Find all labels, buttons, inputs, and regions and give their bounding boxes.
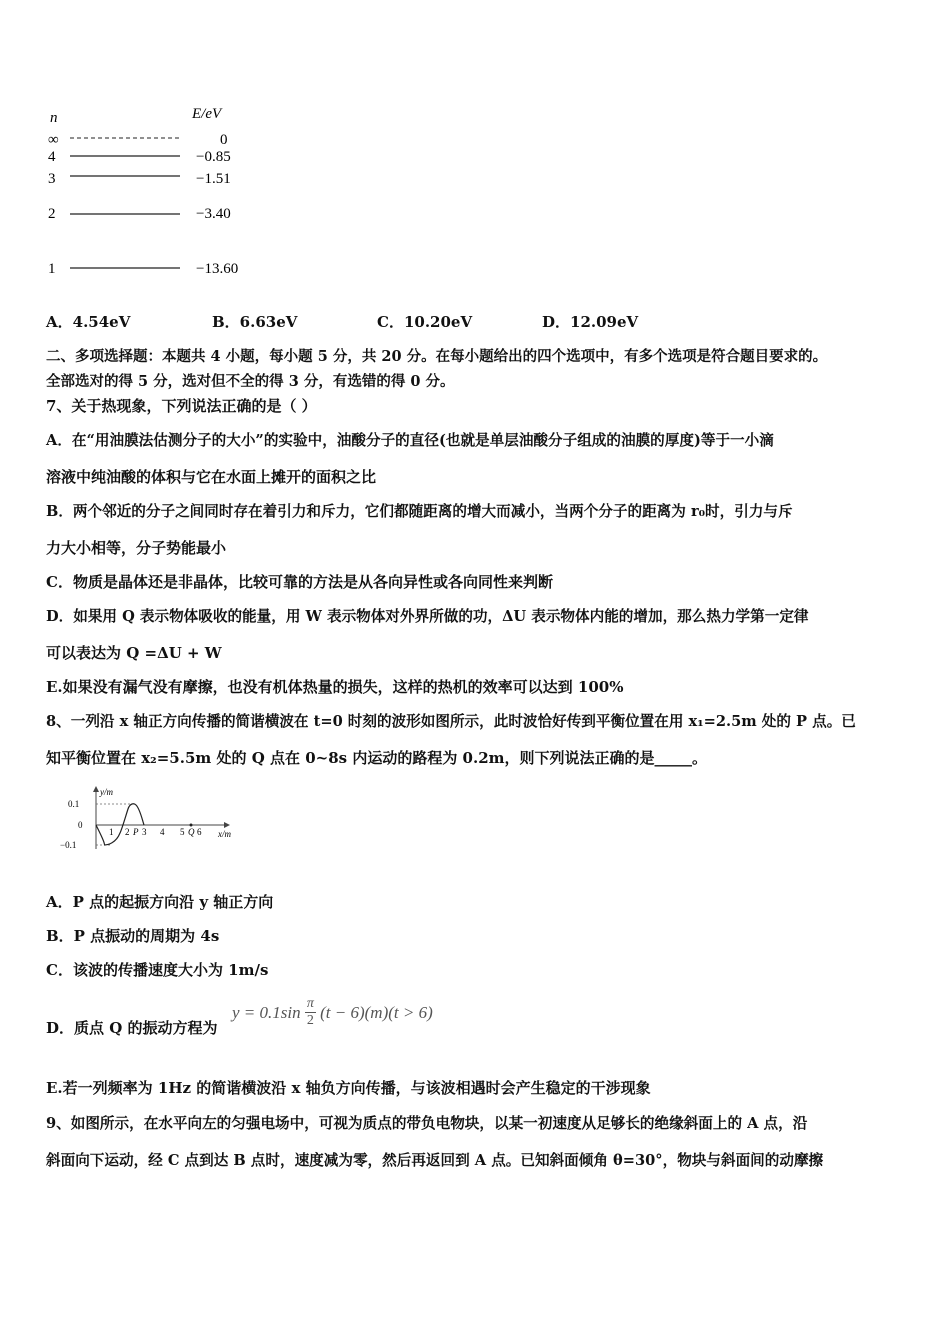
q7-option-a-line1[interactable]: A．在“用油膜法估测分子的大小”的实验中，油酸分子的直径(也就是单层油酸分子组成的油膜的厚度)等于一小滴: [46, 432, 774, 449]
q7-option-a-line2[interactable]: 溶液中纯油酸的体积与它在水面上摊开的面积之比: [46, 468, 377, 486]
energy-level-diagram: [40, 100, 270, 285]
wave-point-q: Q: [188, 827, 195, 837]
wave-y-tick-top: 0.1: [68, 799, 80, 809]
q6-option-b[interactable]: B．6.63eV: [212, 313, 298, 331]
level-n-4: 4: [48, 149, 56, 165]
energy-level-svg: [40, 100, 270, 285]
level-e-inf: 0: [220, 132, 228, 148]
wave-y-tick-bottom: −0.1: [60, 840, 77, 850]
wave-x-arrow: [224, 822, 230, 828]
q7-option-b-line1[interactable]: B．两个邻近的分子之间同时存在着引力和斥力，它们都随距离的增大而减小，当两个分子的距离为 r₀时，引力与斥: [46, 503, 793, 520]
wave-graph: [56, 785, 246, 853]
level-n-2: 2: [48, 206, 56, 222]
section2-line1: 二、多项选择题：本题共 4 小题，每小题 5 分，共 20 分。在每小题给出的四个选项中，有多个选项是符合题目要求的。: [46, 348, 828, 365]
q7-option-b-line2[interactable]: 力大小相等，分子势能最小: [46, 539, 227, 557]
section2-line2: 全部选对的得 5 分，选对但不全的得 3 分，有选错的得 0 分。: [46, 373, 455, 390]
q8-stem-line2: 知平衡位置在 x₂=5.5m 处的 Q 点在 0~8s 内运动的路程为 0.2m，则下列说法正确的是_____。: [46, 749, 708, 767]
wave-point-p: P: [133, 827, 139, 837]
q9-stem-line1: 9、如图所示，在水平向左的匀强电场中，可视为质点的带负电物块，以某一初速度从足够长的绝缘斜面上的 A 点，沿: [46, 1115, 808, 1132]
q6-option-c[interactable]: C．10.20eV: [377, 313, 473, 331]
wave-x-tick-6: 6: [197, 827, 202, 837]
q7-option-e[interactable]: E.如果没有漏气没有摩擦，也没有机体热量的损失，这样的热机的效率可以达到 100%: [46, 678, 624, 696]
wave-q-dot: [190, 824, 193, 827]
wave-curve: [96, 804, 144, 845]
q8-option-e[interactable]: E.若一列频率为 1Hz 的简谐横波沿 x 轴负方向传播，与该波相遇时会产生稳定的干涉现象: [46, 1079, 651, 1097]
q7-stem: 7、关于热现象，下列说法正确的是（ ）: [46, 397, 317, 415]
wave-graph-svg: [56, 785, 246, 853]
level-n-inf: ∞: [48, 132, 59, 148]
wave-x-tick-3: 3: [142, 827, 147, 837]
q8-option-d-formula: [232, 996, 433, 1029]
formula-right: (t − 6)(m)(t > 6): [320, 1002, 433, 1022]
q8-stem-line1: 8、一列沿 x 轴正方向传播的简谐横波在 t=0 时刻的波形如图所示，此时波恰好传到平衡位置在用 x₁=2.5m 处的 P 点。已: [46, 713, 856, 730]
level-n-1: 1: [48, 261, 56, 277]
q8-option-c[interactable]: C．该波的传播速度大小为 1m/s: [46, 961, 269, 979]
wave-y-label: y/m: [100, 787, 113, 797]
wave-x-tick-5: 5: [180, 827, 185, 837]
wave-x-label: x/m: [218, 829, 231, 839]
q8-option-d[interactable]: [46, 1017, 218, 1038]
q6-option-a[interactable]: A．4.54eV: [46, 313, 131, 331]
q7-option-c[interactable]: C．物质是晶体还是非晶体，比较可靠的方法是从各向异性或各向同性来判断: [46, 573, 553, 591]
q7-option-d-line2[interactable]: 可以表达为 Q =ΔU + W: [46, 644, 222, 662]
level-e-2: −3.40: [196, 206, 231, 222]
wave-x-tick-4: 4: [160, 827, 165, 837]
q8-option-a[interactable]: A．P 点的起振方向沿 y 轴正方向: [46, 893, 274, 911]
q9-stem-line2: 斜面向下运动，经 C 点到达 B 点时，速度减为零，然后再返回到 A 点。已知斜面倾角 θ=30°，物块与斜面间的动摩擦: [46, 1152, 824, 1169]
q8-option-d-prefix: D．质点 Q 的振动方程为: [46, 1019, 218, 1037]
wave-y-arrow: [93, 786, 99, 792]
level-e-1: −13.60: [196, 261, 239, 277]
formula-fraction-num: π: [306, 996, 314, 1011]
level-e-3: −1.51: [196, 171, 231, 187]
formula-fraction: [305, 996, 316, 1029]
q7-option-d-line1[interactable]: D．如果用 Q 表示物体吸收的能量，用 W 表示物体对外界所做的功，ΔU 表示物体内能的增加，那么热力学第一定律: [46, 608, 809, 625]
wave-y-tick-zero: 0: [78, 820, 83, 830]
q6-option-d[interactable]: D．12.09eV: [542, 313, 639, 331]
level-e-4: −0.85: [196, 149, 231, 165]
energy-axis-label: E/eV: [192, 106, 222, 122]
wave-x-tick-1: 1: [109, 827, 114, 837]
level-n-3: 3: [48, 171, 56, 187]
formula-fraction-den: 2: [306, 1013, 314, 1028]
formula-left: y = 0.1sin: [232, 1002, 301, 1022]
q8-option-b[interactable]: B．P 点振动的周期为 4s: [46, 927, 220, 945]
n-axis-label: n: [50, 110, 58, 126]
wave-x-tick-2: 2: [125, 827, 130, 837]
